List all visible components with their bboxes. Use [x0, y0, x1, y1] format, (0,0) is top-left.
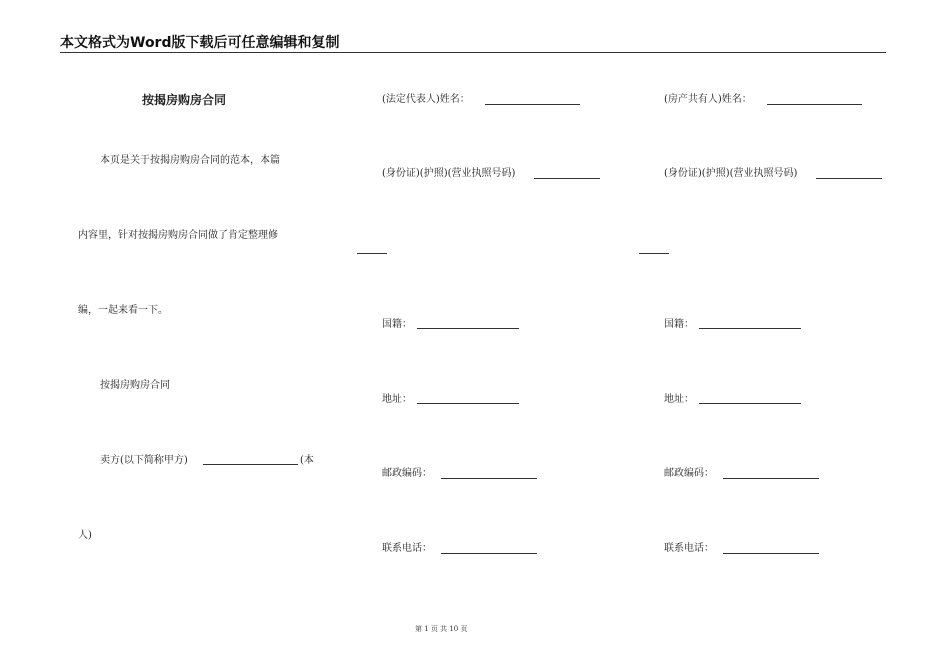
co-owner-nationality-label: 国籍：	[664, 319, 694, 330]
seller-blank	[203, 464, 298, 465]
nationality-blank	[417, 328, 519, 329]
phone-blank	[441, 553, 537, 554]
page-header	[60, 35, 886, 53]
co-owner-id-label: (身份证)(护照)(营业执照号码)	[664, 168, 798, 179]
co-owner-postcode-blank	[723, 478, 819, 479]
id-number-blank	[534, 178, 600, 179]
address-label: 地址：	[382, 394, 412, 405]
co-owner-name-blank	[767, 104, 862, 105]
co-owner-name-label: (房产共有人)姓名：	[664, 94, 752, 105]
intro-line-1: 本页是关于按揭房购房合同的范本，本篇	[100, 155, 280, 166]
contract-heading: 按揭房购房合同	[100, 380, 170, 391]
co-owner-nationality-blank	[699, 328, 801, 329]
phone-label: 联系电话：	[382, 543, 432, 554]
co-owner-address-blank	[699, 403, 801, 404]
co-owner-address-label: 地址：	[664, 394, 694, 405]
id-number-blank-cont	[357, 253, 387, 254]
co-owner-phone-label: 联系电话：	[664, 543, 714, 554]
seller-suffix: (本	[300, 455, 314, 466]
postcode-blank	[441, 478, 537, 479]
address-blank	[417, 403, 519, 404]
nationality-label: 国籍：	[382, 319, 412, 330]
intro-line-3: 编，一起来看一下。	[78, 305, 168, 316]
document-title: 按揭房购房合同	[142, 93, 227, 107]
co-owner-phone-blank	[723, 553, 819, 554]
legal-rep-name-blank	[485, 104, 580, 105]
header-text: 本文格式为Word版下载后可任意编辑和复制	[60, 35, 340, 51]
co-owner-postcode-label: 邮政编码：	[664, 468, 714, 479]
id-number-label: (身份证)(护照)(营业执照号码)	[382, 168, 516, 179]
intro-line-2: 内容里，针对按揭房购房合同做了肯定整理修	[78, 230, 278, 241]
co-owner-id-blank	[816, 178, 882, 179]
seller-suffix-cont: 人)	[78, 530, 92, 541]
page-number-footer: 第 1 页 共 10 页	[415, 625, 468, 633]
co-owner-id-blank-cont	[639, 253, 669, 254]
postcode-label: 邮政编码：	[382, 468, 432, 479]
legal-rep-name-label: (法定代表人)姓名：	[382, 94, 470, 105]
seller-label: 卖方(以下简称甲方)	[100, 455, 188, 466]
